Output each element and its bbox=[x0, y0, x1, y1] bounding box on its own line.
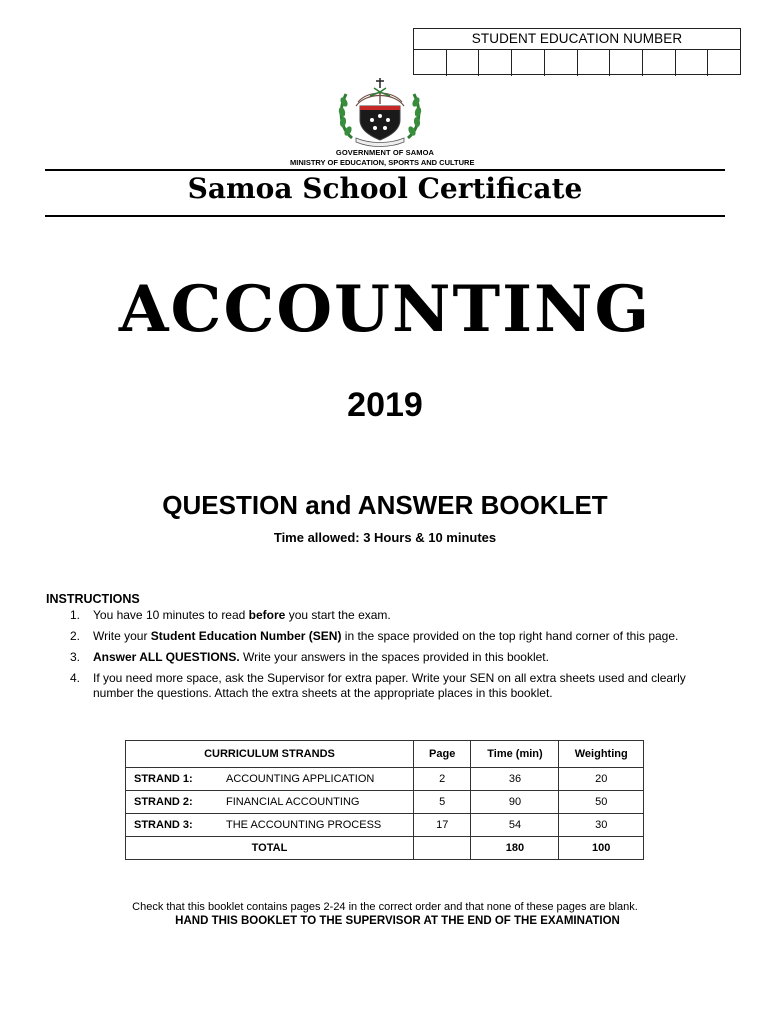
sen-cell[interactable] bbox=[545, 50, 578, 76]
time-cell: 54 bbox=[471, 814, 559, 837]
sen-cells bbox=[414, 50, 740, 76]
column-header: CURRICULUM STRANDS bbox=[126, 741, 414, 768]
page-cell: 5 bbox=[413, 791, 471, 814]
ministry-line: MINISTRY OF EDUCATION, SPORTS AND CULTURE bbox=[290, 158, 475, 167]
table-row bbox=[126, 768, 644, 791]
booklet-title: QUESTION and ANSWER BOOKLET bbox=[162, 490, 608, 520]
table-total-row bbox=[126, 837, 644, 860]
sen-cell[interactable] bbox=[643, 50, 676, 76]
table-header-row bbox=[126, 741, 644, 768]
column-header: Time (min) bbox=[471, 741, 559, 768]
certificate-title: Samoa School Certificate bbox=[187, 172, 583, 205]
strand-cell: STRAND 1: ACCOUNTING APPLICATION bbox=[126, 768, 414, 791]
exam-year: 2019 bbox=[347, 386, 423, 424]
total-label: TOTAL bbox=[126, 837, 414, 860]
weight-cell: 30 bbox=[559, 814, 644, 837]
page-cell: 17 bbox=[413, 814, 471, 837]
strand-cell: STRAND 2: FINANCIAL ACCOUNTING bbox=[126, 791, 414, 814]
total-weight: 100 bbox=[559, 837, 644, 860]
hand-in-note: HAND THIS BOOKLET TO THE SUPERVISOR AT THE END OF THE EXAMINATION bbox=[175, 915, 620, 927]
table-row bbox=[126, 791, 644, 814]
sen-box-title: STUDENT EDUCATION NUMBER bbox=[414, 29, 740, 50]
weight-cell: 50 bbox=[559, 791, 644, 814]
sen-cell[interactable] bbox=[447, 50, 480, 76]
instructions-heading: INSTRUCTIONS bbox=[46, 592, 140, 606]
government-line: GOVERNMENT OF SAMOA bbox=[335, 148, 435, 157]
page-check-note: Check that this booklet contains pages 2-24 in the correct order and that none of these pages are blank. bbox=[132, 901, 638, 913]
column-header: Page bbox=[413, 741, 471, 768]
time-allowed: Time allowed: 3 Hours & 10 minutes bbox=[273, 530, 497, 545]
sen-cell[interactable] bbox=[414, 50, 447, 76]
instructions-list bbox=[70, 608, 695, 707]
column-header: Weighting bbox=[559, 741, 644, 768]
sen-cell[interactable] bbox=[578, 50, 611, 76]
header-rule-bottom bbox=[45, 215, 725, 217]
instruction-item: 2. Write your Student Education Number (SEN) in the space provided on the top right hand corner of this page. bbox=[70, 629, 679, 643]
total-time: 180 bbox=[471, 837, 559, 860]
subject-title: ACCOUNTING bbox=[118, 272, 652, 347]
sen-cell[interactable] bbox=[610, 50, 643, 76]
table-row bbox=[126, 814, 644, 837]
instruction-item: 1. You have 10 minutes to read before you start the exam. bbox=[70, 608, 391, 622]
sen-cell[interactable] bbox=[512, 50, 545, 76]
page-cell: 2 bbox=[413, 768, 471, 791]
instruction-item: 3. Answer ALL QUESTIONS. Write your answers in the spaces provided in this booklet. bbox=[70, 650, 549, 664]
header-rule-top bbox=[45, 169, 725, 171]
student-education-number-box bbox=[413, 28, 741, 75]
sen-cell[interactable] bbox=[708, 50, 740, 76]
time-cell: 36 bbox=[471, 768, 559, 791]
samoa-coat-of-arms-icon bbox=[330, 78, 430, 148]
time-cell: 90 bbox=[471, 791, 559, 814]
total-page bbox=[413, 837, 471, 860]
curriculum-strands-table bbox=[125, 740, 644, 860]
sen-cell[interactable] bbox=[676, 50, 709, 76]
sen-cell[interactable] bbox=[479, 50, 512, 76]
strand-cell: STRAND 3: THE ACCOUNTING PROCESS bbox=[126, 814, 414, 837]
weight-cell: 20 bbox=[559, 768, 644, 791]
instruction-item: 4. If you need more space, ask the Supervisor for extra paper. Write your SEN on all extra sheets used and clearly number the questions. Attach the extra sheets at the appropriate places in this booklet. bbox=[70, 671, 686, 700]
